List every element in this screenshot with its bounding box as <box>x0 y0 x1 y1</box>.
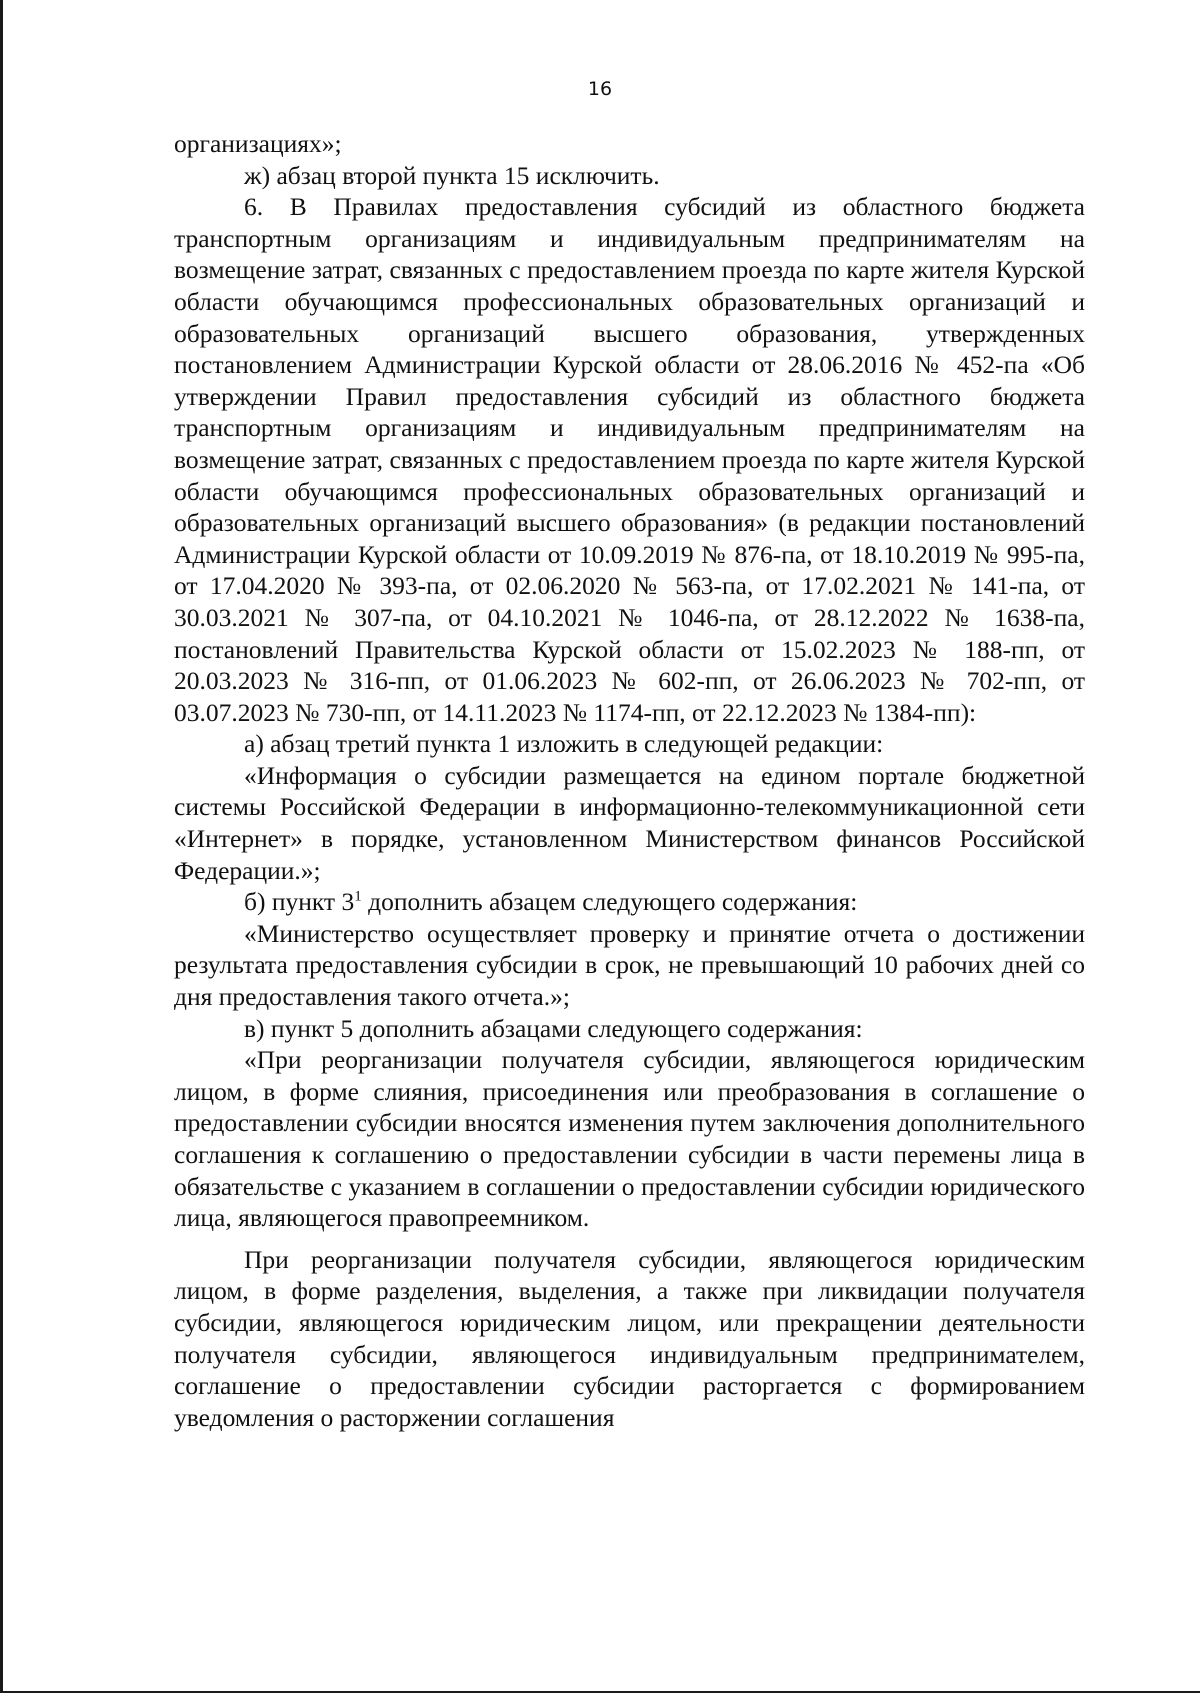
paragraph-reorganization-termination: При реорганизации получателя субсидии, являющегося юридическим лицом, в форме разделения, выделения, а также при ликвидации получателя субсидии, являющегося юридическим лицом, или прекращении деятельности получателя субсидии, являющегося индивидуальным предпринимателем, соглашение о предоставлении субсидии расторгается с формированием уведомления о расторжении соглашения <box>174 1244 1085 1432</box>
paragraph-quote-ministry: «Министерство осуществляет проверку и принятие отчета о достижении результата предоставления субсидии в срок, не превышающий 10 рабочих дней со дня предоставления такого отчета.»; <box>174 918 1085 1012</box>
paragraph-item-zh: ж) абзац второй пункта 15 исключить. <box>244 160 660 190</box>
paragraph-item-v: в) пункт 5 дополнить абзацами следующего содержания: <box>244 1013 863 1043</box>
item-b-text-start: б) пункт 3 <box>244 887 355 917</box>
paragraph-section-6: 6. В Правилах предоставления субсидий из областного бюджета транспортным организациям и индивидуальным предпринимателям на возмещение затрат, связанных с предоставлением проезда по карте жителя Курской области обучающимся профессиональных образовательных организаций и образовательных организаций высшего образования, утвержденных постановлением Администрации Курской области от 28.06.2016 № 452-па «Об утверждении Правил предоставления субсидий из областного бюджета транспортным организациям и индивидуальным предпринимателям на возмещение затрат, связанных с предоставлением проезда по карте жителя Курской области обучающимся профессиональных образовательных организаций и образовательных организаций высшего образования» (в редакции постановлений Администрации Курской области от 10.09.2019 № 876-па, от 18.10.2019 № 995-па, от 17.04.2020 № 393-па, от 02.06.2020 № 563-па, от 17.02.2021 № 141-па, от 30.03.2021 № 307-па, от 04.10.2021 № 1046-па, от 28.12.2022 № 1638-па, постановлений Правительства Курской области от 15.02.2023 № 188-пп, от 20.03.2023 № 316-пп, от 01.06.2023 № 602-пп, от 26.06.2023 № 702-пп, от 03.07.2023 № 730-пп, от 14.11.2023 № 1174-пп, от 22.12.2023 № 1384-пп): <box>174 192 1085 727</box>
scan-edge-left <box>0 0 3 1693</box>
item-b-text-end: дополнить абзацем следующего содержания: <box>361 887 858 917</box>
paragraph-item-b <box>174 886 1085 918</box>
paragraph-item-a: а) абзац третий пункта 1 изложить в следующей редакции: <box>244 729 884 759</box>
item-b-superscript: 1 <box>354 888 362 905</box>
paragraph-continuation: организациях»; <box>174 129 342 158</box>
page-number: 16 <box>587 78 613 100</box>
paragraph-quote-subsidy-info: «Информация о субсидии размещается на едином портале бюджетной системы Российской Федерации в информационно-телекоммуникационной сети «Интернет» в порядке, установленном Министерством финансов Российской Федерации.»; <box>174 760 1085 885</box>
document-body <box>174 128 1085 1433</box>
paragraph-quote-reorganization: «При реорганизации получателя субсидии, являющегося юридическим лицом, в форме слияния, присоединения или преобразования в соглашение о предоставлении субсидии вносятся изменения путем заключения дополнительного соглашения к соглашению о предоставлении субсидии в части перемены лица в обязательстве с указанием в соглашении о предоставлении субсидии юридического лица, являющегося правопреемником. <box>174 1045 1085 1233</box>
